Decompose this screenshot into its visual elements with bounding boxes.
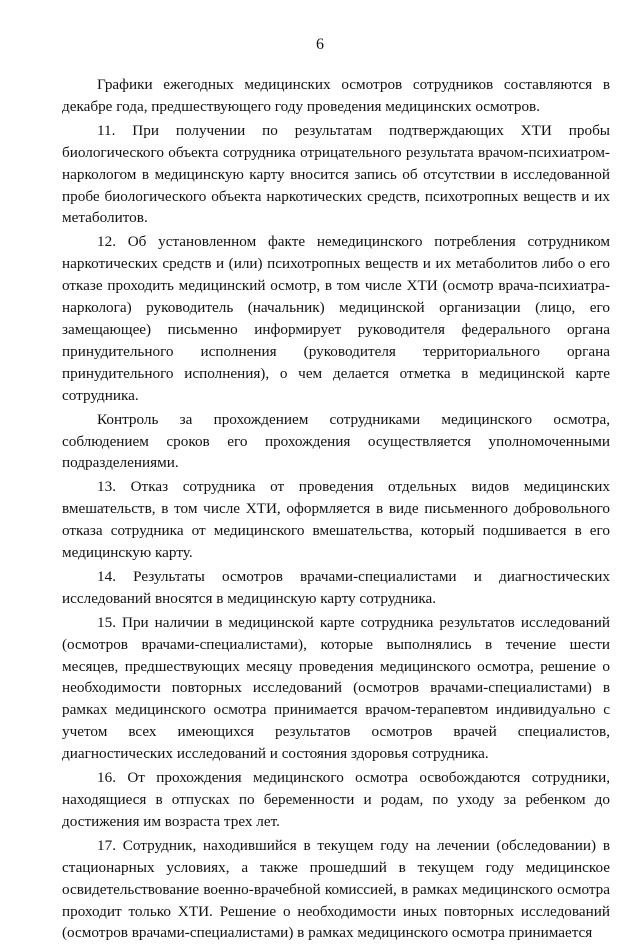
paragraph-16: 16. От прохождения медицинского осмотра освобождаются сотрудники, находящиеся в отпусках по беременности и родам, по уходу за ребенком до достижения им возраста трех лет. — [62, 769, 610, 830]
document-body — [62, 74, 610, 944]
paragraph-14: 14. Результаты осмотров врачами-специалистами и диагностических исследований вносятся в медицинскую карту сотрудника. — [62, 567, 610, 607]
paragraph-15: 15. При наличии в медицинской карте сотрудника результатов исследований (осмотров врачами-специалистами), которые выполнялись в течение шести месяцев, предшествующих месяцу проведения медицинского осмотра, решение о необходимости повторных исследований (осмотров врачами-специалистами) в рамках медицинского осмотра принимается врачом-терапевтом индивидуально с учетом всех имеющихся результатов осмотров врачей специалистов, диагностических исследований и состояния здоровья сотрудника. — [62, 613, 610, 763]
page-number: 6 — [316, 36, 324, 53]
paragraph-11: 11. При получении по результатам подтверждающих ХТИ пробы биологического объекта сотрудника отрицательного результата врачом-психиатром-наркологом в медицинскую карту вносится запись об отсутствии в исследованной пробе биологического объекта наркотических средств, психотропных веществ и их метаболитов. — [62, 121, 610, 227]
paragraph-control: Контроль за прохождением сотрудниками медицинского осмотра, соблюдением сроков его прохождения осуществляется уполномоченными подразделениями. — [62, 410, 610, 472]
paragraph-13: 13. Отказ сотрудника от проведения отдельных видов медицинских вмешательств, в том числе ХТИ, оформляется в виде письменного добровольного отказа сотрудника от медицинского вмешательства, который подшивается в его медицинскую карту. — [62, 478, 610, 562]
paragraph-schedule: Графики ежегодных медицинских осмотров сотрудников составляются в декабре года, предшествующего году проведения медицинских осмотров. — [62, 76, 610, 115]
paragraph-12: 12. Об установленном факте немедицинского потребления сотрудником наркотических средств и (или) психотропных веществ и их метаболитов либо о его отказе проходить медицинский осмотр, в том числе ХТИ (осмотр врача-психиатра-нарколога) руководитель (начальник) медицинской организации (лицо, его замещающее) письменно информирует руководителя федерального органа принудительного исполнения (руководителя территориального органа принудительного исполнения), о чем делается отметка в медицинской карте сотрудника. — [62, 233, 610, 404]
paragraph-17: 17. Сотрудник, находившийся в текущем году на лечении (обследовании) в стационарных условиях, а также прошедший в текущем году медицинское освидетельствование военно-врачебной комиссией, в рамках медицинского осмотра проходит только ХТИ. Решение о необходимости иных повторных исследований (осмотров врачами-специалистами) в рамках медицинского осмотра принимается — [62, 836, 610, 942]
